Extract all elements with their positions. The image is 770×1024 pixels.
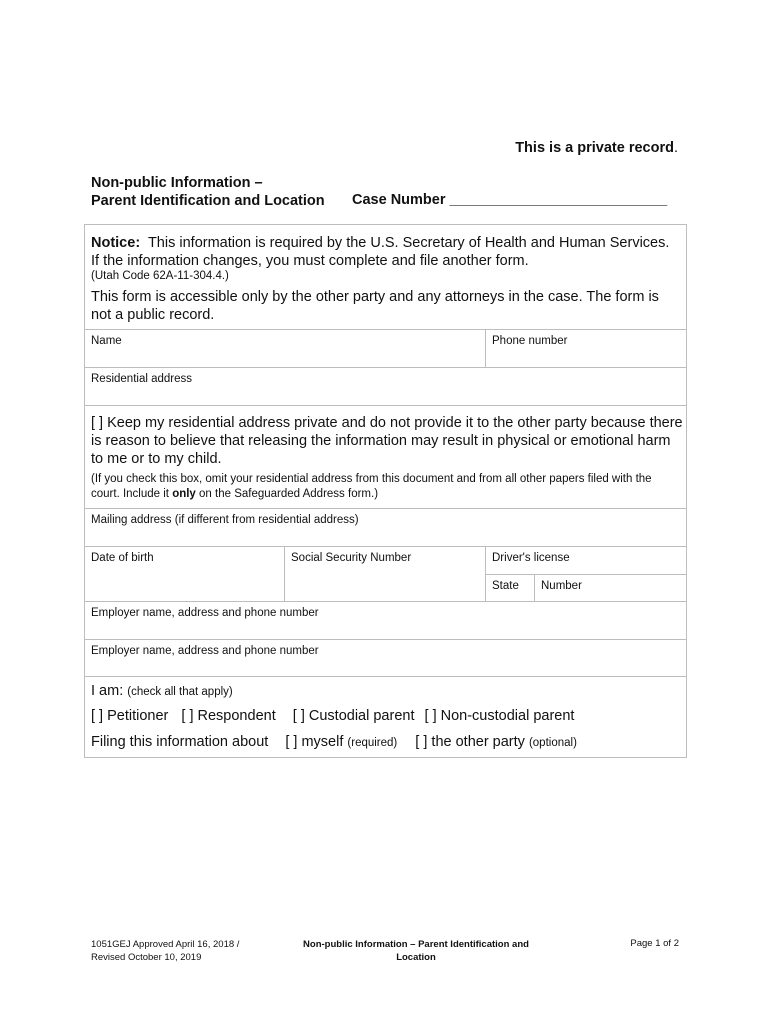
filing-about-label: Filing this information about: [91, 734, 269, 750]
myself-checkbox[interactable]: [ ] myself: [285, 734, 344, 750]
private-record-period: .: [673, 140, 678, 156]
respondent-checkbox[interactable]: [ ] Respondent: [181, 708, 276, 724]
form-title: [91, 174, 325, 210]
private-record-notice: [515, 140, 678, 156]
employer-field-1[interactable]: [84, 601, 687, 640]
optional-hint: (optional): [528, 737, 577, 749]
page-number: Page 1 of 2: [630, 938, 679, 949]
role-hint: (check all that apply): [127, 686, 233, 698]
utah-code-reference: (Utah Code 62A-11-304.4.): [91, 270, 229, 282]
case-number-field[interactable]: Case Number ___________________________: [352, 192, 668, 208]
keep-address-private-checkbox[interactable]: [ ] Keep my residential address private and do not provide it to the other party because there is reason to believe that releasing the information may result in physical or emotional harm to me or to my child.: [91, 415, 683, 467]
other-party-checkbox[interactable]: [ ] the other party: [415, 734, 525, 750]
form-title-line2: Parent Identification and Location: [91, 193, 325, 209]
notice-body: This information is required by the U.S. Secretary of Health and Human Services. If the information changes, you must complete and file another form.: [91, 235, 670, 269]
notice-text: [91, 234, 681, 270]
role-heading: [91, 683, 233, 699]
date-of-birth-field[interactable]: [84, 546, 285, 602]
residential-address-label: Residential address: [91, 373, 193, 385]
petitioner-checkbox[interactable]: [ ] Petitioner: [91, 708, 169, 724]
role-options: [91, 708, 574, 724]
role-box: [84, 676, 687, 758]
footer-title-line2: Location: [396, 952, 436, 963]
privacy-note-only: only: [172, 488, 196, 500]
footer-title-line1: Non-public Information – Parent Identification and: [303, 939, 529, 950]
custodial-parent-checkbox[interactable]: [ ] Custodial parent: [292, 708, 415, 724]
address-privacy-box: [84, 405, 687, 509]
phone-label: Phone number: [492, 335, 568, 347]
required-hint: (required): [347, 737, 398, 749]
date-of-birth-label: Date of birth: [91, 552, 154, 564]
role-label: I am:: [91, 683, 124, 699]
employer-label-1: Employer name, address and phone number: [91, 607, 319, 619]
employer-label-2: Employer name, address and phone number: [91, 645, 319, 657]
ssn-label: Social Security Number: [291, 552, 412, 564]
privacy-note: [91, 472, 683, 502]
license-number-field[interactable]: [534, 574, 687, 602]
license-state-label: State: [492, 580, 519, 592]
mailing-address-label: Mailing address (if different from residential address): [91, 514, 359, 526]
private-record-text: This is a private record: [515, 140, 674, 156]
name-label: Name: [91, 335, 122, 347]
privacy-note-start: (If you check this box, omit your residential address from this document and from all other papers filed with the court. Include it: [91, 473, 652, 500]
access-statement: This form is accessible only by the other party and any attorneys in the case. The form is not a public record.: [91, 289, 659, 323]
footer-approval-line1: 1051GEJ Approved April 16, 2018 /: [91, 939, 240, 950]
filing-about-row: [91, 734, 577, 750]
mailing-address-field[interactable]: [84, 508, 687, 547]
drivers-license-header: [485, 546, 687, 575]
drivers-license-label: Driver's license: [492, 552, 570, 564]
notice-box: [84, 224, 687, 330]
license-state-field[interactable]: [485, 574, 535, 602]
form-title-line1: Non-public Information –: [91, 175, 263, 191]
residential-address-field[interactable]: [84, 367, 687, 406]
noncustodial-parent-checkbox[interactable]: [ ] Non-custodial parent: [424, 708, 575, 724]
footer-approval: [91, 938, 239, 964]
employer-field-2[interactable]: [84, 639, 687, 677]
license-number-label: Number: [541, 580, 582, 592]
footer-approval-line2: Revised October 10, 2019: [91, 952, 202, 963]
name-field[interactable]: [84, 329, 486, 368]
notice-label: Notice:: [91, 235, 141, 251]
phone-field[interactable]: [485, 329, 687, 368]
ssn-field[interactable]: [284, 546, 486, 602]
footer-title: [290, 938, 542, 964]
privacy-note-end: on the Safeguarded Address form.): [195, 488, 379, 500]
